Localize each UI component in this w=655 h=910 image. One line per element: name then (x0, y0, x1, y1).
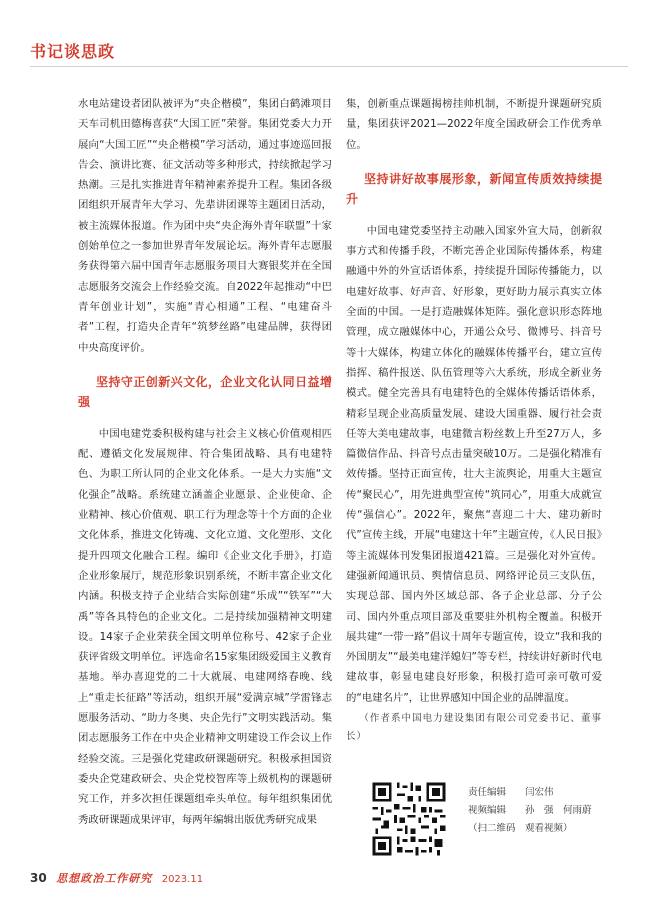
credit-row-editor (468, 784, 592, 802)
qr-note: （扫二维码 观看视频） (468, 823, 573, 834)
right-column (346, 94, 602, 746)
issue-date: 2023.11 (161, 874, 204, 885)
right-subheading: 坚持讲好故事展形象，新闻宣传质效持续提升 (346, 171, 602, 206)
left-subheading: 坚持守正创新兴文化，企业文化认同日益增强 (78, 374, 332, 409)
left-paragraph-2: 中国电建党委积极构建与社会主义核心价值观相匹配、遵循文化发展规律、符合集团战略、具有电建特色、为职工所认同的企业文化体系。一是大力实施“文化强企”战略。系统建立涵盖企业愿景、企业使命、企业精神、核心价值观、职工行为理念等十个方面的企业文化体系，推进文化铸魂、文化立道、文化塑形、文化提升四项文化融合工程。编印《企业文化手册》，打造企业形象展厅，规范形象识别系统，不断丰富企业文化内涵。积极支持子企业结合实际创建“乐成”“铁军”“大禹”等各具特色的企业文化。二是持续加强精神文明建设。14家子企业荣获全国文明单位称号、42家子企业获评省级文明单位。评选命名15家集团级爱国主义教育基地。举办喜迎党的二十大就展、电建网络春晚、线上“重走长征路”等活动，组织开展“爱满京城”学雷锋志愿服务活动、“助力冬奥、央企先行”文明实践活动。集团志愿服务工作在中央企业精神文明建设工作会议上作经验交流。三是强化党建政研课题研究。积极承担国资委央企党建政研会、央企党校智库等上级机构的课题研究工作，并多次担任课题组牵头单位。每年组织集团优秀政研课题成果评审，每两年编辑出版优秀研究成果 (78, 427, 332, 826)
credit-name: 闫宏伟 (525, 787, 554, 798)
page-footer (30, 870, 203, 886)
credits-block (468, 784, 592, 838)
qr-code-icon[interactable] (370, 780, 448, 858)
credit-row-video-editor (468, 802, 592, 820)
credit-label: 责任编辑 (468, 787, 507, 798)
credit-name: 孙 强 何雨蔚 (525, 805, 592, 816)
magazine-name: 思想政治工作研究 (56, 872, 153, 885)
author-note: （作者系中国电力建设集团有限公司党委书记、董事长） (346, 713, 602, 743)
right-paragraph-1: 集，创新重点课题揭榜挂帅机制，不断提升课题研究质量，集团获评2021—2022年度全国政研会工作优秀单位。 (346, 98, 602, 151)
section-title: 书记谈思政 (30, 42, 116, 61)
left-paragraph-1: 水电站建设者团队被评为“央企楷模”，集团白鹤滩项目天车司机田德梅喜获“大国工匠”荣誉。集团党委大力开展向“大国工匠”“央企楷模”学习活动，通过事迹巡回报告会、演讲比赛、征文活动等多种形式，持续掀起学习热潮。三是扎实推进青年精神素养提升工程。集团各级团组织开展青年大学习、先辈讲团课等主题团日活动，被主流媒体报道。作为团中央“央企海外青年联盟”十家创始单位之一参加世界青年发展论坛。海外青年志愿服务获得第六届中国青年志愿服务项目大赛银奖并在全国志愿服务交流会上作经验交流。自2022年起推动“中巴青年创业计划”，实施“青心相通”工程、“电建奋斗者”工程，打造央企青年“筑梦丝路”电建品牌，获得团中央高度评价。 (78, 98, 332, 354)
header-divider (30, 66, 628, 67)
left-column (78, 94, 332, 830)
credit-label: 视频编辑 (468, 805, 507, 816)
page-number: 30 (30, 871, 47, 885)
right-paragraph-2: 中国电建党委坚持主动融入国家外宣大局，创新叙事方式和传播手段，不断完善企业国际传播体系，构建融通中外的外宣话语体系，持续提升国际传播能力，以电建好故事、好声音、好形象，更好助力展示真实立体全面的中国。一是打造融媒体矩阵。强化意识形态阵地管理，成立融媒体中心，开通公众号、微博号、抖音号等十大媒体，构建立体化的融媒体传播平台，建立宣传指挥、稿件报送、队伍管理等六大系统，形成全新业务模式。健全完善具有电建特色的全媒体传播话语体系，精彩呈现企业高质量发展、建设大国重器、履行社会责任等大美电建故事，电建微言粉丝数上升至27万人，多篇微信作品、抖音号点击量突破10万。二是强化精准有效传播。坚持正面宣传，壮大主流舆论，用重大主题宣传“聚民心”，用先进典型宣传“筑同心”，用重大成就宣传“强信心”。2022年，聚焦“喜迎二十大、建功新时代”宣传主线，开展“电建这十年”主题宣传，《人民日报》等主流媒体刊发集团报道421篇。三是强化对外宣传。建强新闻通讯员、舆情信息员、网络评论员三支队伍，实现总部、国内外区域总部、各子企业总部、分子公司、国内外重点项目部及重要驻外机构全覆盖。积极开展共建“一带一路”倡议十周年专题宣传，设立“我和我的外国朋友”“最美电建洋媳妇”等专栏，持续讲好新时代电建故事，彰显电建良好形象，积极打造可亲可敬可爱的“电建名片”，让世界感知中国企业的品牌温度。 (346, 224, 602, 704)
